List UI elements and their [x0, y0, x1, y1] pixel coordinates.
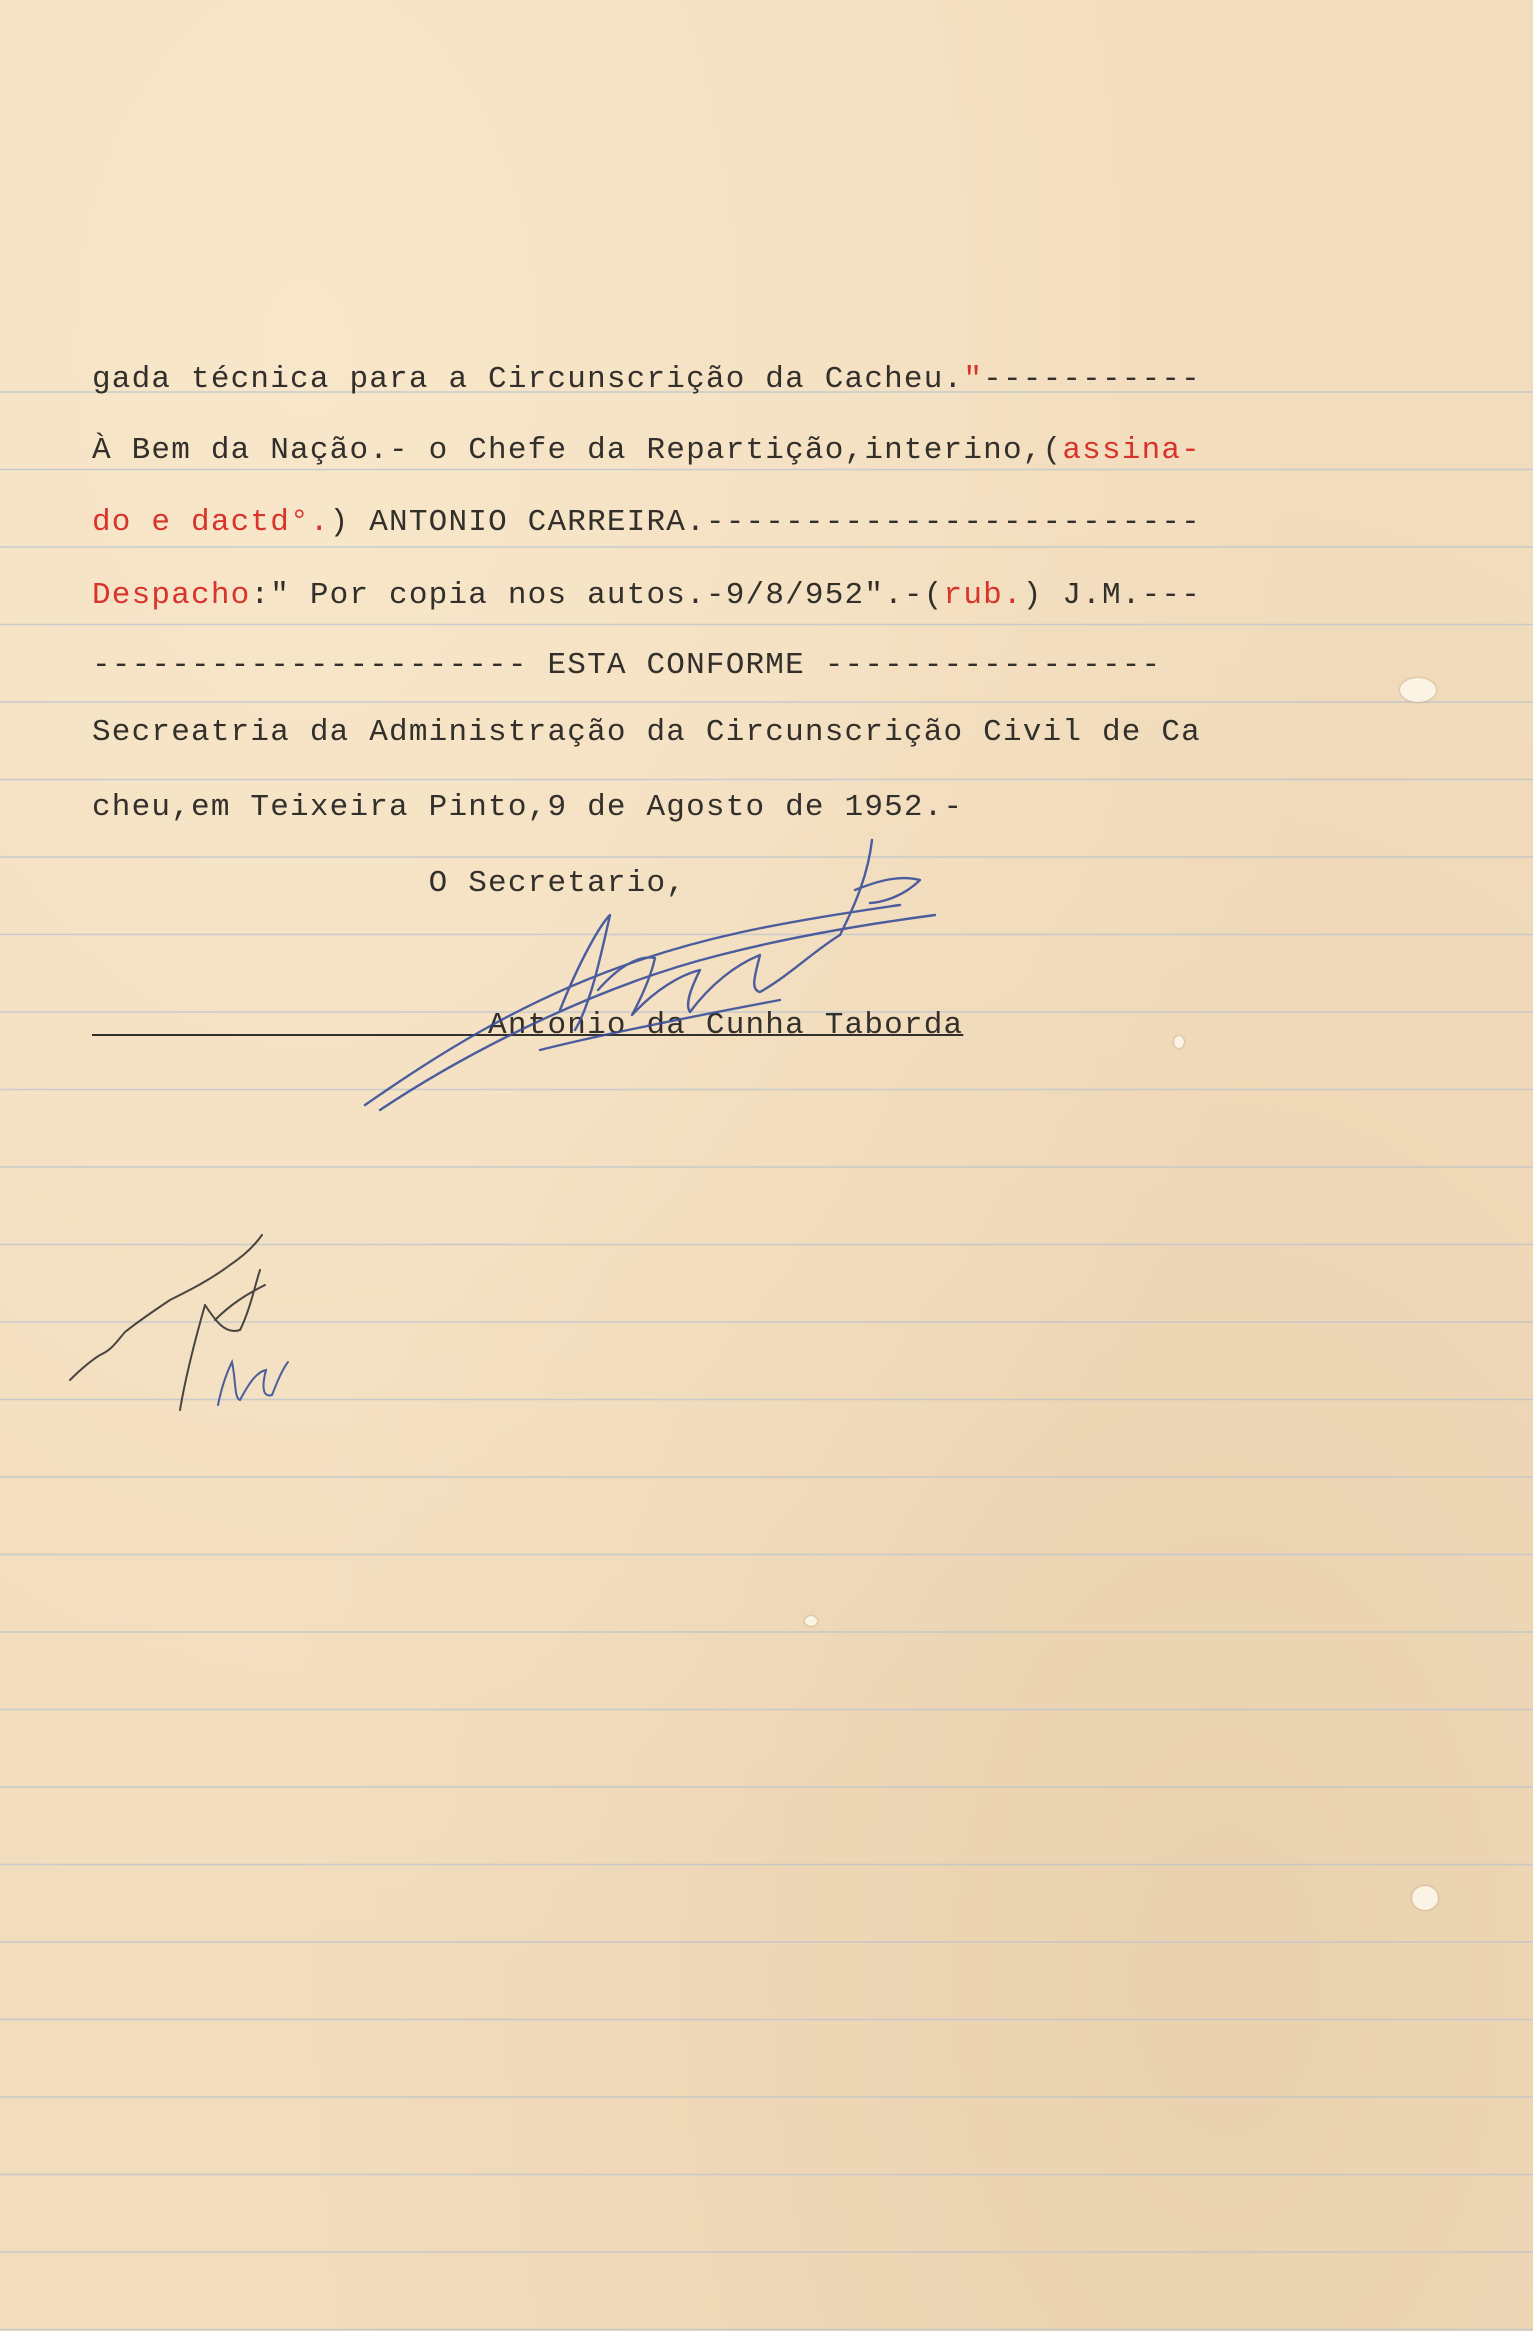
typed-text-run: cheu,em Teixeira Pinto,9 de Agosto de 1952.- — [92, 790, 964, 825]
text-line — [92, 505, 1201, 540]
text-line — [92, 790, 963, 825]
typed-text-run: À Bem da Nação.- o Chefe da Repartição,interino,( — [92, 433, 1063, 468]
paper-hole — [1400, 678, 1436, 702]
paper-hole — [1174, 1036, 1184, 1048]
typed-text-run: Secreatria da Administração da Circunscrição Civil de Ca — [92, 715, 1201, 750]
typed-text-run: gada técnica para a Circunscrição da Cacheu. — [92, 362, 964, 397]
red-ink-text: assina- — [1062, 433, 1201, 468]
typed-text-run: :" Por copia nos autos.-9/8/952".-( — [250, 578, 944, 613]
paper-hole — [1412, 1886, 1438, 1910]
red-ink-text: do e dactd°. — [92, 505, 330, 540]
red-ink-text: " — [963, 362, 984, 397]
typed-text-run: ) ANTONIO CARREIRA.------------------------- — [329, 505, 1201, 540]
text-line — [92, 362, 1201, 397]
text-line — [92, 1008, 963, 1043]
typed-text-run: ----------- — [983, 362, 1201, 397]
text-line — [92, 648, 1161, 683]
red-ink-text: rub. — [943, 578, 1023, 613]
typed-text-run: Antonio da Cunha Taborda — [92, 1008, 964, 1043]
text-line — [92, 433, 1201, 468]
typed-text-run: O Secretario, — [92, 866, 687, 901]
paper-hole — [805, 1616, 817, 1626]
typed-text-run: ---------------------- ESTA CONFORME ----------------- — [92, 648, 1162, 683]
red-ink-text: Despacho — [92, 578, 251, 613]
text-line — [92, 578, 1201, 613]
text-line — [92, 715, 1201, 750]
text-line — [92, 866, 686, 901]
typed-text-run: ) J.M.--- — [1022, 578, 1201, 613]
